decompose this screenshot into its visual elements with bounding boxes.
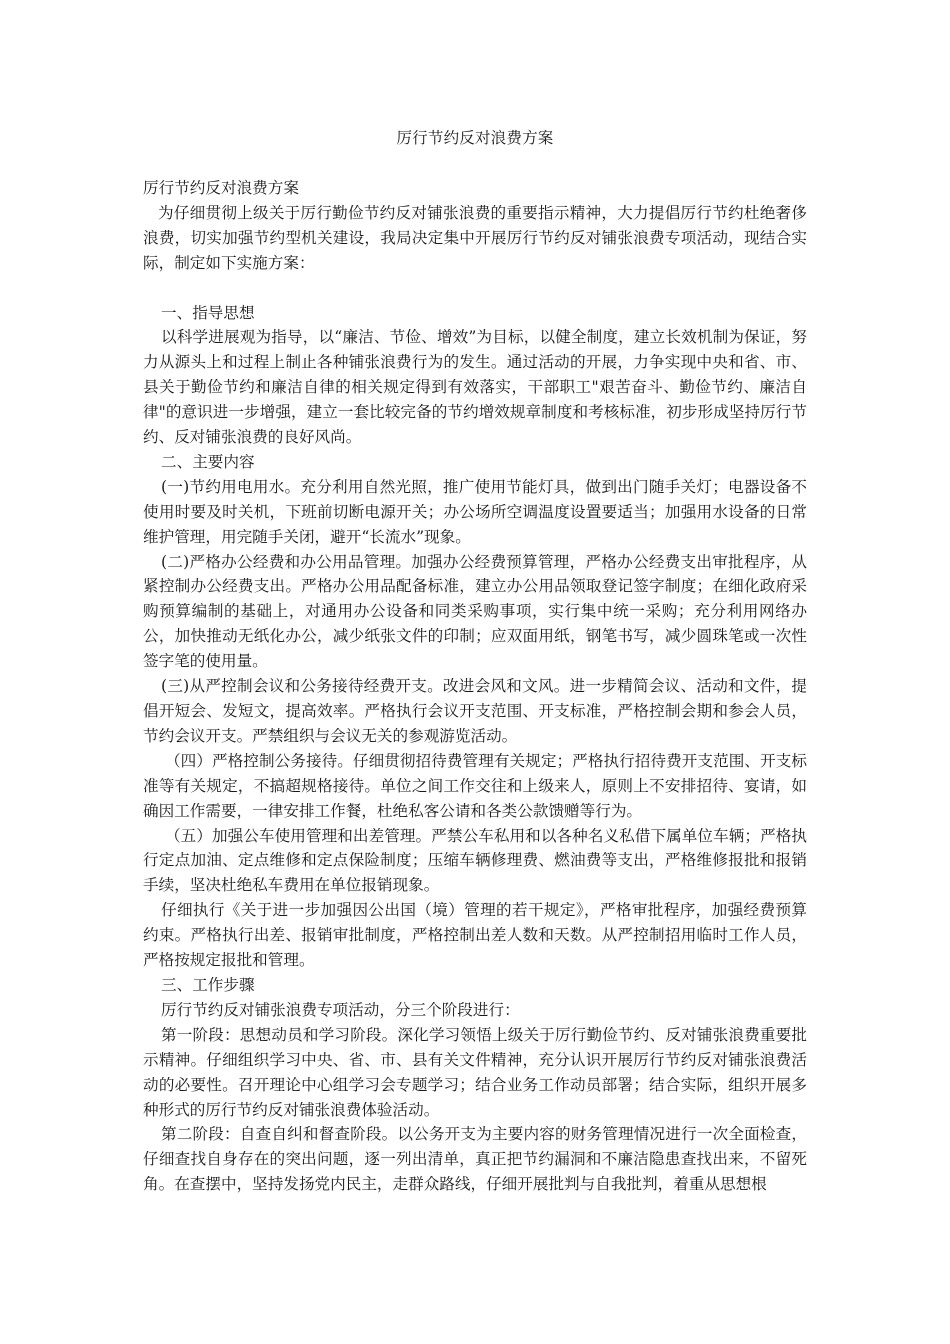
heading-guiding-thought: 一、指导思想 [161, 303, 255, 322]
content-item-4: （四）严格控制公务接待。仔细贯彻招待费管理有关规定；严格执行招待费开支范围、开支标准等有关规定，不搞超规格接待。单位之间工作交往和上级来人，原则上不安排招待、宴请，如确因工作需要，一律安排工作餐，杜绝私客公请和各类公款馈赠等行为。 [143, 751, 807, 820]
stage-1-paragraph: 第一阶段：思想动员和学习阶段。深化学习领悟上级关于厉行勤俭节约、反对铺张浪费重要批示精神。仔细组织学习中央、省、市、县有关文件精神，充分认识开展厉行节约反对铺张浪费活动的必要性。召开理论中心组学习会专题学习；结合业务工作动员部署；结合实际，组织开展多种形式的厉行节约反对铺张浪费体验活动。 [143, 1025, 807, 1119]
heading-work-steps: 三、工作步骤 [161, 975, 255, 994]
heading-main-content: 二、主要内容 [161, 452, 255, 471]
intro-paragraph: 为仔细贯彻上级关于厉行勤俭节约反对铺张浪费的重要指示精神，大力提倡厉行节约杜绝奢侈浪费，切实加强节约型机关建设，我局决定集中开展厉行节约反对铺张浪费专项活动，现结合实际，制定如下实施方案： [143, 203, 807, 272]
document-title: 厉行节约反对浪费方案 [396, 129, 554, 147]
content-item-5: （五）加强公车使用管理和出差管理。严禁公车私用和以各种名义私借下属单位车辆；严格执行定点加油、定点维修和定点保险制度；压缩车辆修理费、燃油费等支出，严格维修报批和报销手续，坚决杜绝私车费用在单位报销现象。 [143, 826, 807, 895]
content-item-2: (二)严格办公经费和办公用品管理。加强办公经费预算管理，严格办公经费支出审批程序，从紧控制办公经费支出。严格办公用品配备标准，建立办公用品领取登记签字制度；在细化政府采购预算编制的基础上，对通用办公设备和同类采购事项，实行集中统一采购；充分利用网络办公，加快推动无纸化办公，减少纸张文件的印制；应双面用纸，钢笔书写，减少圆珠笔或一次性签字笔的使用量。 [143, 552, 807, 671]
document-body [143, 176, 807, 1197]
section-heading-repeat: 厉行节约反对浪费方案 [143, 179, 299, 197]
content-item-1: (一)节约用电用水。充分利用自然光照，推广使用节能灯具，做到出门随手关灯；电器设备不使用时要及时关机，下班前切断电源开关；办公场所空调温度设置要适当；加强用水设备的日常维护管理，用完随手关闭，避开“长流水”现象。 [143, 477, 807, 546]
stage-2-paragraph: 第二阶段：自查自纠和督查阶段。以公务开支为主要内容的财务管理情况进行一次全面检查，仔细查找自身存在的突出问题，逐一列出清单，真正把节约漏洞和不廉洁隐患查找出来，不留死角。在查摆中，坚持发扬党内民主，走群众路线，仔细开展批判与自我批判，着重从思想根 [143, 1125, 807, 1194]
work-steps-intro: 厉行节约反对铺张浪费专项活动，分三个阶段进行： [161, 1000, 520, 1019]
content-item-3: (三)从严控制会议和公务接待经费开支。改进会风和文风。进一步精简会议、活动和文件，提倡开短会、发短文，提高效率。严格执行会议开支范围、开支标准，严格控制会期和参会人员，节约会议开支。严禁组织与会议无关的参观游览活动。 [143, 677, 807, 745]
overseas-travel-paragraph: 仔细执行《关于进一步加强因公出国（境）管理的若干规定》，严格审批程序，加强经费预算约束。严格执行出差、报销审批制度，严格控制出差人数和天数。从严控制招用临时工作人员，严格按规定报批和管理。 [143, 901, 807, 970]
blank-line [143, 276, 807, 301]
guiding-thought-paragraph: 以科学进展观为指导，以“廉洁、节俭、增效”为目标，以健全制度，建立长效机制为保证，努力从源头上和过程上制止各种铺张浪费行为的发生。通过活动的开展，力争实现中央和省、市、县关于勤俭节约和廉洁自律的相关规定得到有效落实，干部职工"艰苦奋斗、勤俭节约、廉洁自律"的意识进一步增强，建立一套比较完备的节约增效规章制度和考核标准，初步形成坚持厉行节约、反对铺张浪费的良好风尚。 [143, 328, 807, 447]
